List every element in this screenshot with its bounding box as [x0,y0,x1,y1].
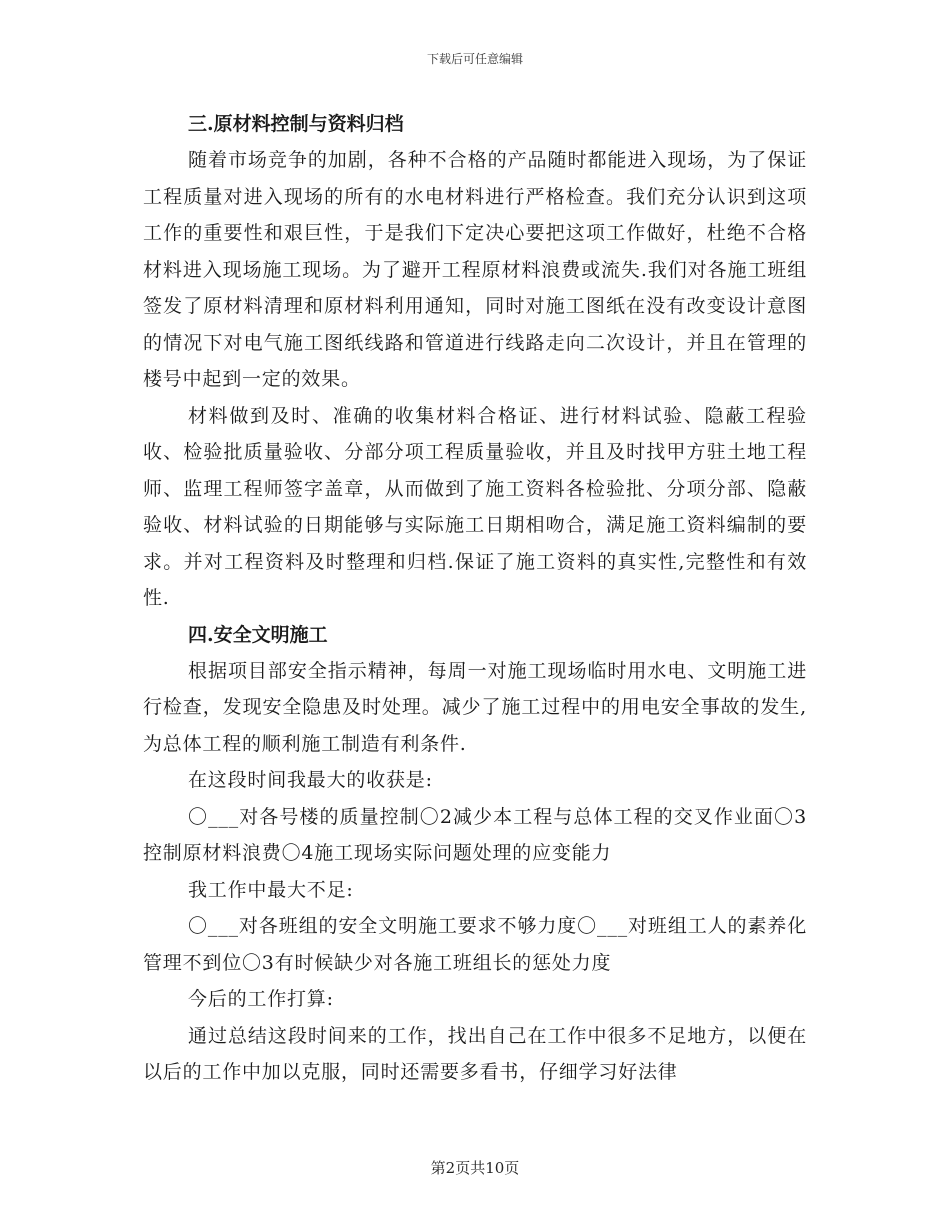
paragraph: 在这段时间我最大的收获是: [188,769,433,791]
paragraph: 根据项目部安全指示精神，每周一对施工现场临时用水电、文明施工进行检查，发现安全隐患及时处理。减少了施工过程中的用电安全事故的发生,为总体工程的顺利施工制造有利条件. [143,659,807,755]
paragraph: 〇___对各班组的安全文明施工要求不够力度〇___对班组工人的素养化管理不到位〇3有时候缺少对各施工班组长的惩处力度 [143,915,807,974]
document-body [143,106,807,1091]
paragraph: 通过总结这段时间来的工作，找出自己在工作中很多不足地方，以便在以后的工作中加以克服，同时还需要多看书，仔细学习好法律 [143,1024,807,1083]
section-heading: 四.安全文明施工 [188,623,328,646]
section-heading: 三.原材料控制与资料归档 [188,113,404,135]
paragraph: 我工作中最大不足: [188,878,354,901]
paragraph: 今后的工作打算: [188,988,334,1010]
page-header: 下载后可任意编辑 [426,52,523,66]
paragraph: 材料做到及时、准确的收集材料合格证、进行材料试验、隐蔽工程验收、检验批质量验收、分部分项工程质量验收，并且及时找甲方驻土地工程师、监理工程师签字盖章，从而做到了施工资料各检验批、分项分部、隐蔽验收、材料试验的日期能够与实际施工日期相吻合，满足施工资料编制的要求。并对工程资料及时整理和归档.保证了施工资料的真实性,完整性和有效性. [143,404,807,609]
paragraph: 随着市场竞争的加剧，各种不合格的产品随时都能进入现场，为了保证工程质量对进入现场的所有的水电材料进行严格检查。我们充分认识到这项工作的重要性和艰巨性，于是我们下定决心要把这项工作做好，杜绝不合格材料进入现场施工现场。为了避开工程原材料浪费或流失.我们对各施工班组签发了原材料清理和原材料利用通知，同时对施工图纸在没有改变设计意图的情况下对电气施工图纸线路和管道进行线路走向二次设计，并且在管理的楼号中起到一定的效果。 [143,149,807,390]
paragraph: 〇___对各号楼的质量控制〇2减少本工程与总体工程的交叉作业面〇3控制原材料浪费〇4施工现场实际问题处理的应变能力 [143,805,807,864]
page-footer: 第2页共10页 [430,1159,520,1177]
